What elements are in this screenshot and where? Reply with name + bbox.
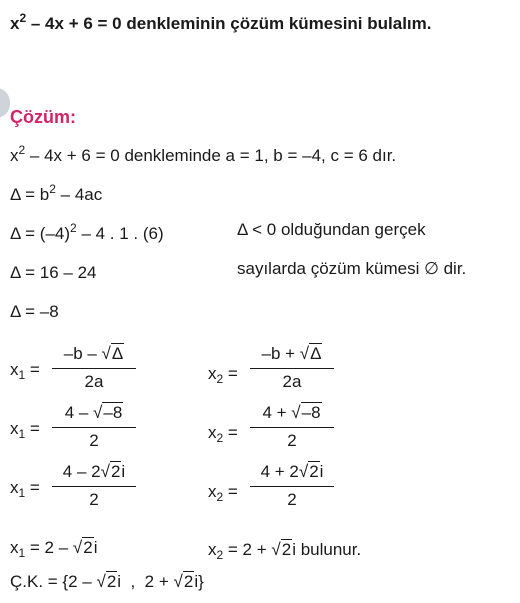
x2-result: $x_2 = 2 + √2i$ bulunur. (208, 540, 362, 562)
decorative-bubble (0, 88, 10, 118)
problem-statement: $x^2 - 4x + 6 = 0$ denkleminin çözüm kümesini bulalım. (10, 11, 432, 33)
discriminant-formula: $\Delta = b^2 - 4ac$ (10, 182, 103, 204)
x1-general-formula: –b – √Δ 2a (52, 344, 136, 394)
x2-substituted: 4 + √–8 2 (250, 403, 334, 453)
x1-result: $x_1 = 2 - √2i$ (10, 538, 98, 560)
discriminant-value: Δ = –8 (10, 302, 59, 321)
equation-coefficients: $x^2 - 4x + 6 = 0$ denkleminde a = 1, b = –4, c = 6 dır. (10, 143, 397, 165)
bulunur-text: bulunur. (300, 540, 362, 559)
x2-label: $x_2$ = (208, 423, 238, 445)
x2-label: $x_2$ = (208, 364, 238, 386)
solution-heading: Çözüm: (10, 107, 76, 127)
discriminant-substitution: $\Delta = (-4)^2 - 4$ . 1 . (6) (10, 221, 164, 243)
discriminant-note-line1: Δ < 0 olduğundan gerçek (237, 220, 426, 239)
problem-text: denkleminin çözüm kümesini bulalım. (126, 14, 432, 33)
x1-simplified: 4 – 2√2i 2 (52, 462, 136, 512)
coefficients-text: denkleminde a = 1, b = –4, c = 6 dır. (124, 146, 397, 165)
x1-label: $x_1$ = (10, 360, 40, 382)
x1-label: $x_1$ = (10, 419, 40, 441)
solution-set: Ç.K. = {2 – √2i , 2 + √2i} (10, 572, 204, 591)
x1-substituted: 4 – √–8 2 (52, 403, 136, 453)
x2-label: $x_2$ = (208, 482, 238, 504)
x1-label: $x_1$ = (10, 478, 40, 500)
discriminant-calc: Δ = 16 – 24 (10, 263, 97, 282)
x2-simplified: 4 + 2√2i 2 (250, 462, 334, 512)
x2-general-formula: –b + √Δ 2a (250, 344, 334, 394)
discriminant-note-line2: sayılarda çözüm kümesi ∅ dir. (237, 259, 467, 278)
